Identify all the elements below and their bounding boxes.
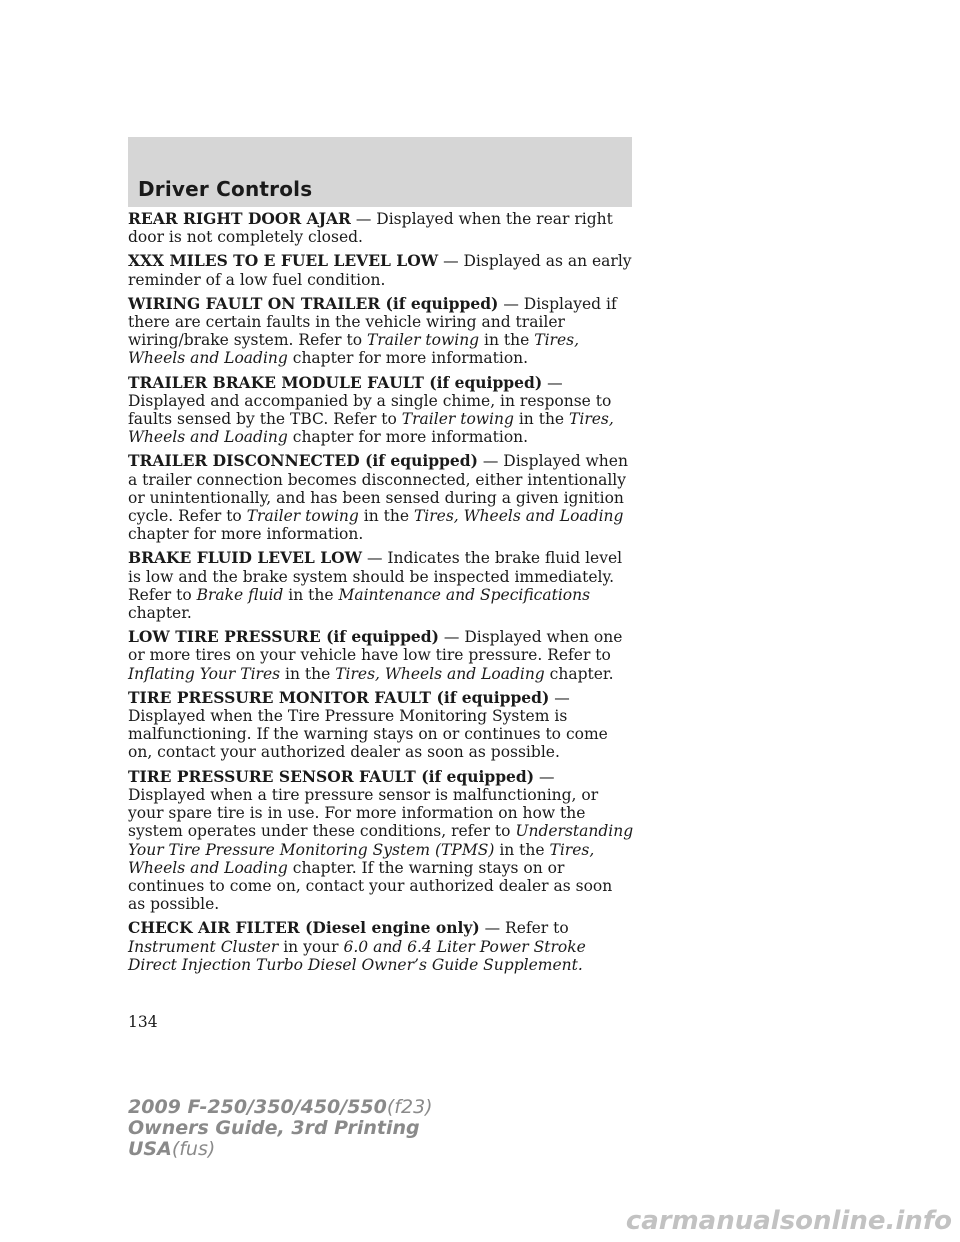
- entry-reference: Inflating Your Tires: [128, 664, 281, 683]
- entry-text: — Refer to: [484, 919, 569, 938]
- footer-line-market: [128, 1139, 433, 1160]
- footer-model-code: (f23): [386, 1096, 433, 1118]
- entry-term: TIRE PRESSURE MONITOR FAULT (if equipped): [128, 687, 550, 707]
- entry-text: — Displayed when the Tire Pressure Monitoring System is malfunctioning. If the warning stays on or continues to come on, contact your authorized dealer as soon as possible.: [128, 688, 608, 762]
- entry-chapter-reference: Maintenance and Specifications: [338, 585, 591, 604]
- entry-term: TIRE PRESSURE SENSOR FAULT (if equipped): [128, 766, 535, 786]
- entry-term: TRAILER DISCONNECTED (if equipped): [128, 451, 478, 471]
- entry-chapter-reference: Tires, Wheels and Loading: [128, 331, 580, 368]
- section-header-band: [128, 137, 632, 207]
- entry-rear-right-door-ajar: [128, 210, 634, 246]
- entry-reference: Trailer towing: [401, 410, 514, 429]
- entry-tire-pressure-monitor-fault: [128, 689, 634, 762]
- entry-tire-pressure-sensor-fault: [128, 768, 634, 914]
- entry-guide-reference: 6.0 and 6.4 Liter Power Stroke Direct Injection Turbo Diesel Owner’s Guide Supplement.: [128, 937, 586, 974]
- entry-text: — Displayed when the rear right door is not completely closed.: [128, 210, 613, 247]
- entry-term: BRAKE FLUID LEVEL LOW: [128, 548, 363, 568]
- entry-text: chapter for more information.: [292, 428, 529, 447]
- entry-chapter-reference: Tires, Wheels and Loading: [128, 410, 614, 447]
- entry-wiring-fault-on-trailer: [128, 295, 634, 368]
- entry-reference: Understanding Your Tire Pressure Monitoring System (TPMS): [128, 822, 634, 859]
- entry-chapter-reference: Tires, Wheels and Loading: [413, 507, 624, 526]
- footer-model: 2009 F-250/350/450/550: [128, 1096, 387, 1118]
- entry-text: — Displayed as an early reminder of a low fuel condition.: [128, 252, 632, 289]
- entry-term: REAR RIGHT DOOR AJAR: [128, 209, 351, 228]
- entry-text: chapter.: [128, 604, 192, 623]
- entry-text: — Displayed when a tire pressure sensor is malfunctioning, or your spare tire is in use. For more information on how the system operates under these conditions, refer to: [128, 767, 599, 841]
- entry-term: TRAILER BRAKE MODULE FAULT (if equipped): [128, 372, 543, 392]
- footer-line-model: [128, 1097, 433, 1118]
- page-content: [128, 210, 634, 980]
- entry-reference: Instrument Cluster: [128, 937, 279, 956]
- entry-check-air-filter: [128, 919, 634, 974]
- entry-chapter-reference: Tires, Wheels and Loading: [128, 840, 595, 877]
- footer-market-code: (fus): [171, 1138, 216, 1160]
- entry-text: chapter. If the warning stays on or continues to come on, contact your authorized dealer as soon as possible.: [128, 858, 613, 914]
- entry-fuel-level-low: [128, 252, 634, 288]
- page-number: 134: [128, 1013, 158, 1031]
- entry-term: LOW TIRE PRESSURE (if equipped): [128, 627, 439, 647]
- entry-text: in your: [283, 937, 339, 956]
- entry-text: in the: [518, 410, 565, 429]
- section-title: Driver Controls: [138, 177, 313, 201]
- entry-term: CHECK AIR FILTER (Diesel engine only): [128, 918, 480, 938]
- footer-printing: Owners Guide, 3rd Printing: [128, 1117, 420, 1139]
- footer-market: USA: [128, 1138, 172, 1160]
- entry-term: XXX MILES TO E FUEL LEVEL LOW: [128, 251, 439, 271]
- entry-text: chapter.: [549, 664, 614, 683]
- entry-text: — Displayed if there are certain faults in the vehicle wiring and trailer wiring/brake system. Refer to: [128, 294, 617, 350]
- entry-text: in the: [499, 840, 545, 859]
- entry-term: WIRING FAULT ON TRAILER (if equipped): [128, 293, 499, 313]
- entry-text: in the: [288, 585, 334, 604]
- entry-text: chapter for more information.: [128, 525, 364, 544]
- entry-text: — Displayed and accompanied by a single chime, in response to faults sensed by the TBC. Refer to: [128, 373, 612, 429]
- site-watermark: carmanualsonline.info: [625, 1206, 952, 1236]
- entry-text: — Indicates the brake fluid level is low and the brake system should be inspected immediately. Refer to: [128, 549, 623, 604]
- entry-reference: Trailer towing: [246, 507, 359, 526]
- entry-reference: Trailer towing: [367, 331, 480, 350]
- entry-trailer-disconnected: [128, 452, 634, 543]
- print-footer: [128, 1097, 433, 1160]
- entry-text: in the: [484, 331, 530, 350]
- entry-reference: Brake fluid: [196, 585, 284, 604]
- entry-low-tire-pressure: [128, 628, 634, 683]
- entry-trailer-brake-module-fault: [128, 374, 634, 447]
- entry-text: in the: [363, 507, 410, 526]
- entry-brake-fluid-level-low: [128, 549, 634, 622]
- entry-text: — Displayed when a trailer connection becomes disconnected, either intentionally or unintentionally, and has been sensed during a given ignition cycle. Refer to: [128, 452, 628, 526]
- entry-text: in the: [285, 664, 331, 683]
- entry-chapter-reference: Tires, Wheels and Loading: [335, 664, 545, 683]
- entry-text: — Displayed when one or more tires on your vehicle have low tire pressure. Refer to: [128, 628, 623, 665]
- entry-text: chapter for more information.: [292, 349, 529, 368]
